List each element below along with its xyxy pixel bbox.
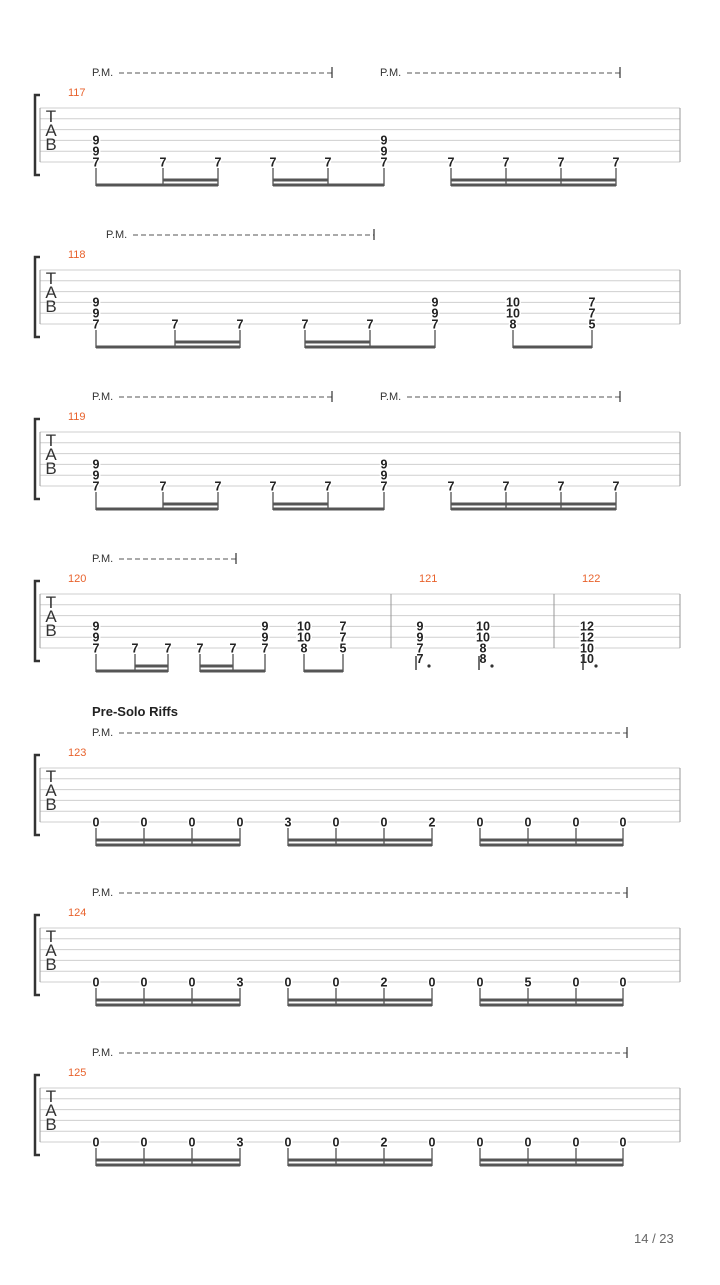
section-title: Pre-Solo Riffs xyxy=(92,704,178,719)
fret-number: 2 xyxy=(380,1135,388,1150)
fret-number: 0 xyxy=(524,815,532,830)
fret-number: 9 xyxy=(92,619,100,634)
fret-number: 7 xyxy=(416,652,424,667)
fret-number: 7 xyxy=(588,295,596,310)
fret-number: 9 xyxy=(380,457,388,472)
tab-clef-letter: A xyxy=(45,1101,57,1120)
fret-number: 7 xyxy=(159,479,167,494)
bar-number: 120 xyxy=(68,573,87,585)
fret-number: 0 xyxy=(428,975,436,990)
fret-number: 0 xyxy=(619,1135,627,1150)
palm-mute-label: P.M. xyxy=(92,67,114,79)
palm-mute-label: P.M. xyxy=(380,391,402,403)
fret-number: 9 xyxy=(380,144,388,159)
bar-number: 117 xyxy=(68,87,86,99)
fret-number: 9 xyxy=(431,295,439,310)
fret-number: 7 xyxy=(380,155,388,170)
fret-number: 0 xyxy=(236,815,244,830)
fret-number: 2 xyxy=(428,815,436,830)
tab-clef-letter: A xyxy=(45,283,57,302)
fret-number: 10 xyxy=(476,619,490,634)
tab-clef-letter: A xyxy=(45,121,57,140)
fret-number: 0 xyxy=(476,975,484,990)
fret-number: 8 xyxy=(479,641,487,656)
fret-number: 7 xyxy=(416,641,424,656)
tab-clef-letter: A xyxy=(45,941,57,960)
fret-number: 10 xyxy=(506,306,520,321)
fret-number: 7 xyxy=(431,317,439,332)
tab-clef-letter: A xyxy=(45,607,57,626)
fret-number: 0 xyxy=(428,1135,436,1150)
fret-number: 7 xyxy=(269,479,277,494)
fret-number: 0 xyxy=(332,975,340,990)
fret-number: 8 xyxy=(300,641,308,656)
fret-number: 7 xyxy=(214,479,222,494)
fret-number: 9 xyxy=(416,619,424,634)
fret-number: 7 xyxy=(92,479,100,494)
tab-clef-letter: B xyxy=(45,955,57,974)
fret-number: 3 xyxy=(284,815,292,830)
bar-number: 118 xyxy=(68,249,86,261)
bar-number: 122 xyxy=(582,573,601,585)
tab-clef-letter: B xyxy=(45,621,57,640)
fret-number: 10 xyxy=(506,295,520,310)
fret-number: 9 xyxy=(380,133,388,148)
fret-number: 8 xyxy=(479,652,487,667)
fret-number: 7 xyxy=(502,479,510,494)
tab-system xyxy=(35,727,680,846)
fret-number: 12 xyxy=(580,630,594,645)
fret-number: 9 xyxy=(261,619,269,634)
dot xyxy=(490,664,493,667)
fret-number: 0 xyxy=(572,975,580,990)
fret-number: 7 xyxy=(324,155,332,170)
system-bracket xyxy=(35,257,40,337)
system-bracket xyxy=(35,1075,40,1155)
bar-number: 125 xyxy=(68,1067,87,1079)
fret-number: 7 xyxy=(339,619,347,634)
fret-number: 0 xyxy=(380,815,388,830)
fret-number: 0 xyxy=(476,1135,484,1150)
palm-mute-label: P.M. xyxy=(92,727,114,739)
bar-number: 121 xyxy=(419,573,438,585)
page-number: 14 / 23 xyxy=(634,1231,674,1246)
fret-number: 7 xyxy=(196,641,204,656)
tab-clef-letter: T xyxy=(45,269,57,288)
fret-number: 9 xyxy=(92,133,100,148)
fret-number: 7 xyxy=(131,641,139,656)
fret-number: 0 xyxy=(140,975,148,990)
fret-number: 7 xyxy=(324,479,332,494)
fret-number: 7 xyxy=(171,317,179,332)
tab-clef-letter: B xyxy=(45,297,57,316)
tab-clef-letter: T xyxy=(45,767,57,786)
fret-number: 0 xyxy=(188,975,196,990)
fret-number: 9 xyxy=(92,457,100,472)
tab-system xyxy=(35,887,680,1006)
system-bracket xyxy=(35,419,40,499)
tab-system xyxy=(35,1047,680,1166)
fret-number: 0 xyxy=(572,1135,580,1150)
fret-number: 9 xyxy=(416,630,424,645)
fret-number: 0 xyxy=(188,1135,196,1150)
dot xyxy=(427,664,430,667)
fret-number: 9 xyxy=(92,144,100,159)
fret-number: 5 xyxy=(339,641,347,656)
palm-mute-label: P.M. xyxy=(92,1047,114,1059)
fret-number: 2 xyxy=(380,975,388,990)
palm-mute-label: P.M. xyxy=(380,67,402,79)
tab-system xyxy=(35,229,680,348)
fret-number: 7 xyxy=(159,155,167,170)
tab-clef-letter: T xyxy=(45,107,57,126)
fret-number: 7 xyxy=(447,479,455,494)
fret-number: 8 xyxy=(509,317,517,332)
system-bracket xyxy=(35,755,40,835)
tab-clef-letter: B xyxy=(45,795,57,814)
fret-number: 7 xyxy=(380,479,388,494)
fret-number: 10 xyxy=(297,619,311,634)
fret-number: 9 xyxy=(92,630,100,645)
palm-mute-label: P.M. xyxy=(92,887,114,899)
fret-number: 7 xyxy=(261,641,269,656)
fret-number: 0 xyxy=(572,815,580,830)
fret-number: 3 xyxy=(236,975,244,990)
tab-clef-letter: T xyxy=(45,593,57,612)
fret-number: 7 xyxy=(502,155,510,170)
tab-clef-letter: B xyxy=(45,1115,57,1134)
fret-number: 7 xyxy=(214,155,222,170)
fret-number: 9 xyxy=(92,306,100,321)
fret-number: 9 xyxy=(92,295,100,310)
fret-number: 0 xyxy=(332,815,340,830)
fret-number: 9 xyxy=(431,306,439,321)
fret-number: 0 xyxy=(524,1135,532,1150)
fret-number: 10 xyxy=(297,630,311,645)
dot xyxy=(594,664,597,667)
fret-number: 12 xyxy=(580,619,594,634)
fret-number: 0 xyxy=(140,815,148,830)
fret-number: 0 xyxy=(284,975,292,990)
bar-number: 123 xyxy=(68,747,87,759)
fret-number: 7 xyxy=(557,155,565,170)
tab-system xyxy=(35,391,680,510)
fret-number: 0 xyxy=(476,815,484,830)
fret-number: 0 xyxy=(92,1135,100,1150)
fret-number: 7 xyxy=(92,641,100,656)
tab-system xyxy=(35,67,680,186)
fret-number: 9 xyxy=(261,630,269,645)
bar-number: 124 xyxy=(68,907,87,919)
fret-number: 0 xyxy=(92,975,100,990)
bar-number: 119 xyxy=(68,411,86,423)
fret-number: 9 xyxy=(380,468,388,483)
fret-number: 7 xyxy=(557,479,565,494)
palm-mute-label: P.M. xyxy=(92,391,114,403)
fret-number: 0 xyxy=(188,815,196,830)
fret-number: 7 xyxy=(164,641,172,656)
tab-clef-letter: T xyxy=(45,1087,57,1106)
tab-clef-letter: B xyxy=(45,135,57,154)
fret-number: 7 xyxy=(92,317,100,332)
fret-number: 7 xyxy=(236,317,244,332)
tab-clef-letter: B xyxy=(45,459,57,478)
fret-number: 0 xyxy=(619,975,627,990)
fret-number: 5 xyxy=(588,317,596,332)
fret-number: 7 xyxy=(339,630,347,645)
fret-number: 7 xyxy=(366,317,374,332)
fret-number: 7 xyxy=(612,479,620,494)
tab-clef-letter: A xyxy=(45,781,57,800)
system-bracket xyxy=(35,95,40,175)
fret-number: 9 xyxy=(92,468,100,483)
fret-number: 0 xyxy=(619,815,627,830)
fret-number: 0 xyxy=(140,1135,148,1150)
palm-mute-label: P.M. xyxy=(92,553,114,565)
system-bracket xyxy=(35,915,40,995)
tab-system xyxy=(35,553,680,672)
fret-number: 10 xyxy=(580,641,594,656)
fret-number: 5 xyxy=(524,975,532,990)
fret-number: 7 xyxy=(269,155,277,170)
fret-number: 0 xyxy=(284,1135,292,1150)
system-bracket xyxy=(35,581,40,661)
fret-number: 0 xyxy=(332,1135,340,1150)
palm-mute-label: P.M. xyxy=(106,229,128,241)
fret-number: 10 xyxy=(476,630,490,645)
fret-number: 7 xyxy=(612,155,620,170)
fret-number: 10 xyxy=(580,652,594,667)
fret-number: 7 xyxy=(588,306,596,321)
fret-number: 7 xyxy=(447,155,455,170)
fret-number: 0 xyxy=(92,815,100,830)
fret-number: 7 xyxy=(229,641,237,656)
tab-clef-letter: T xyxy=(45,927,57,946)
fret-number: 3 xyxy=(236,1135,244,1150)
fret-number: 7 xyxy=(301,317,309,332)
tab-clef-letter: T xyxy=(45,431,57,450)
fret-number: 7 xyxy=(92,155,100,170)
tab-clef-letter: A xyxy=(45,445,57,464)
